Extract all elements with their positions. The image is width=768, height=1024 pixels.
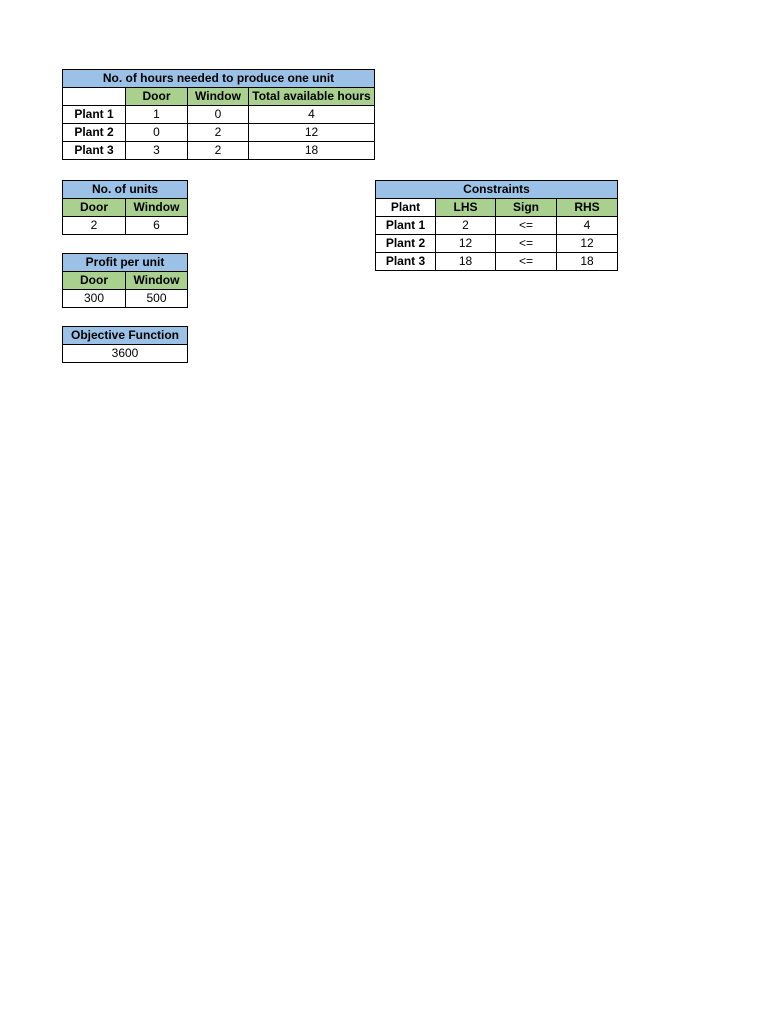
constraints-header-cell[interactable]: Plant bbox=[376, 199, 436, 217]
constraints-cell[interactable]: 12 bbox=[436, 235, 496, 253]
hours-cell[interactable]: Plant 3 bbox=[63, 142, 126, 160]
constraints-cell[interactable]: 18 bbox=[557, 253, 618, 271]
constraints-cell[interactable]: Plant 3 bbox=[376, 253, 436, 271]
hours-cell[interactable]: 18 bbox=[249, 142, 375, 160]
hours-cell[interactable]: 4 bbox=[249, 106, 375, 124]
hours-header-cell[interactable]: Door bbox=[126, 88, 188, 106]
constraints-cell[interactable]: 12 bbox=[557, 235, 618, 253]
objective-table-title[interactable]: Objective Function bbox=[63, 327, 188, 345]
objective-table bbox=[62, 326, 188, 363]
constraints-cell[interactable]: Plant 1 bbox=[376, 217, 436, 235]
hours-cell[interactable]: 3 bbox=[126, 142, 188, 160]
hours-header-cell[interactable]: Window bbox=[188, 88, 249, 106]
hours-header-cell[interactable] bbox=[63, 88, 126, 106]
hours-cell[interactable]: 0 bbox=[188, 106, 249, 124]
constraints-table bbox=[375, 180, 618, 271]
constraints-header-cell[interactable]: Sign bbox=[496, 199, 557, 217]
hours-cell[interactable]: 12 bbox=[249, 124, 375, 142]
constraints-cell[interactable]: <= bbox=[496, 235, 557, 253]
units-value-cell[interactable]: 6 bbox=[126, 217, 188, 235]
profit-value-cell[interactable]: 300 bbox=[63, 290, 126, 308]
table-row bbox=[376, 235, 618, 253]
table-row bbox=[63, 106, 375, 124]
constraints-cell[interactable]: 4 bbox=[557, 217, 618, 235]
table-row bbox=[63, 290, 188, 308]
hours-table bbox=[62, 69, 375, 160]
table-row bbox=[376, 217, 618, 235]
units-table-title[interactable]: No. of units bbox=[63, 181, 188, 199]
profit-header-cell[interactable]: Window bbox=[126, 272, 188, 290]
profit-value-cell[interactable]: 500 bbox=[126, 290, 188, 308]
hours-cell[interactable]: 2 bbox=[188, 124, 249, 142]
hours-cell[interactable]: 2 bbox=[188, 142, 249, 160]
units-table bbox=[62, 180, 188, 235]
units-header-cell[interactable]: Door bbox=[63, 199, 126, 217]
table-row bbox=[63, 142, 375, 160]
hours-cell[interactable]: Plant 2 bbox=[63, 124, 126, 142]
units-value-cell[interactable]: 2 bbox=[63, 217, 126, 235]
hours-cell[interactable]: Plant 1 bbox=[63, 106, 126, 124]
table-row bbox=[376, 253, 618, 271]
units-header-cell[interactable]: Window bbox=[126, 199, 188, 217]
hours-cell[interactable]: 0 bbox=[126, 124, 188, 142]
constraints-header-cell[interactable]: LHS bbox=[436, 199, 496, 217]
constraints-cell[interactable]: <= bbox=[496, 217, 557, 235]
constraints-cell[interactable]: <= bbox=[496, 253, 557, 271]
profit-header-cell[interactable]: Door bbox=[63, 272, 126, 290]
constraints-cell[interactable]: Plant 2 bbox=[376, 235, 436, 253]
profit-table bbox=[62, 253, 188, 308]
profit-table-title[interactable]: Profit per unit bbox=[63, 254, 188, 272]
table-row bbox=[63, 345, 188, 363]
table-row bbox=[63, 124, 375, 142]
hours-cell[interactable]: 1 bbox=[126, 106, 188, 124]
constraints-cell[interactable]: 2 bbox=[436, 217, 496, 235]
table-row bbox=[63, 217, 188, 235]
constraints-header-cell[interactable]: RHS bbox=[557, 199, 618, 217]
constraints-cell[interactable]: 18 bbox=[436, 253, 496, 271]
constraints-table-title[interactable]: Constraints bbox=[376, 181, 618, 199]
objective-value-cell[interactable]: 3600 bbox=[63, 345, 188, 363]
hours-header-cell[interactable]: Total available hours bbox=[249, 88, 375, 106]
hours-table-title[interactable]: No. of hours needed to produce one unit bbox=[63, 70, 375, 88]
